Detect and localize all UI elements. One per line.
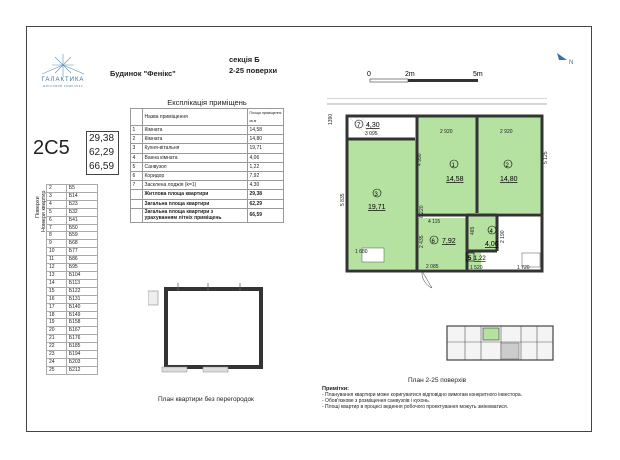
table-row [47, 311, 98, 319]
explication-title: Експлікація приміщень [167, 97, 247, 107]
floor-number: 19 [47, 319, 67, 327]
apartment-number: Б86 [66, 256, 97, 264]
table-row [47, 351, 98, 359]
plan-without-partitions [148, 283, 278, 378]
floor-number: 5 [47, 208, 67, 216]
room-4-number: 4 [489, 229, 493, 235]
apartment-number: Б158 [66, 319, 97, 327]
note-line: - Площі квартир в процесі ведення робочого проектування можуть змінюватися. [322, 404, 509, 410]
apartment-number: Б50 [66, 224, 97, 232]
caption-no-partitions: План квартири без перегородок [158, 396, 254, 403]
notes [322, 386, 522, 410]
room-5-number: 5 [468, 256, 472, 262]
notes-title: Примітки: [322, 386, 349, 392]
apartment-number: Б68 [66, 240, 97, 248]
table-row [47, 319, 98, 327]
scale-label-0: 0 [367, 71, 371, 78]
north-arrow-icon [555, 48, 585, 72]
dim-2920-b: 2 920 [500, 129, 513, 135]
dim-2435: 2 435 [419, 235, 425, 248]
room-7-area: 4,30 [366, 122, 380, 129]
floor-number: 21 [47, 335, 67, 343]
table-row [47, 287, 98, 295]
floors-apartments-table [46, 184, 98, 375]
total-area-row: Загальна площа квартири 62,29 [131, 199, 284, 208]
room-2-number: 2 [505, 163, 509, 169]
table-row: 1 Кімната 14,58 [131, 126, 284, 135]
room-6-number: 6 [431, 239, 435, 245]
table-row: 4 Ванна кімната 4,06 [131, 153, 284, 162]
table-row [47, 358, 98, 366]
table-row [47, 279, 98, 287]
table-row [47, 256, 98, 264]
dim-5125: 5 125 [543, 151, 549, 164]
room-3-number: 3 [374, 192, 378, 198]
dim-3095: 3 095 [365, 131, 378, 137]
apartment-number: Б32 [66, 208, 97, 216]
section-name: секція Б [229, 55, 260, 64]
table-row [47, 335, 98, 343]
floors-range: 2-25 поверхи [229, 66, 278, 75]
table-row: 5 Санвузол 1,22 [131, 162, 284, 171]
room-1-number: 1 [451, 163, 455, 169]
dim-2190: 2 190 [500, 230, 506, 243]
key-floor-plan [445, 322, 555, 364]
apartment-number: Б131 [66, 295, 97, 303]
floor-number: 2 [47, 185, 67, 193]
apartment-number: Б149 [66, 311, 97, 319]
table-row [47, 192, 98, 200]
floor-number: 14 [47, 279, 67, 287]
floor-number: 9 [47, 240, 67, 248]
apartment-number: Б41 [66, 216, 97, 224]
table-row [47, 185, 98, 193]
apartment-number: Б14 [66, 192, 97, 200]
dim-1520: 1 520 [470, 265, 483, 271]
apartment-number: Б113 [66, 279, 97, 287]
floor-number: 17 [47, 303, 67, 311]
floor-number: 15 [47, 287, 67, 295]
apartment-number: Б5 [66, 185, 97, 193]
table-row [47, 248, 98, 256]
apartment-number: Б176 [66, 335, 97, 343]
table-row [47, 264, 98, 272]
room-4-area: 4,06 [485, 241, 499, 248]
apartment-number: Б185 [66, 343, 97, 351]
scale-bar [365, 70, 485, 84]
table-row [47, 295, 98, 303]
table-row: 3 Кухня-вітальня 19,71 [131, 144, 284, 153]
apartment-number: Б203 [66, 358, 97, 366]
note-line: - Обов'язкове з розміщення санвузлів і кухонь. [322, 398, 431, 404]
room-1-area: 14,58 [446, 176, 464, 183]
floor-number: 23 [47, 351, 67, 359]
apartment-number: Б212 [66, 366, 97, 374]
apartment-number: Б140 [66, 303, 97, 311]
table-row [47, 240, 98, 248]
room-5-area: 1,22 [474, 256, 486, 262]
dim-6220: 6 220 [419, 205, 425, 218]
table-row [47, 200, 98, 208]
apartment-number: Б23 [66, 200, 97, 208]
floor-number: 18 [47, 311, 67, 319]
apartments-column-label: Номери квартир [41, 190, 47, 232]
living-area-row: Житлова площа квартири 29,38 [131, 190, 284, 199]
table-row [47, 224, 98, 232]
apartment-number: Б77 [66, 248, 97, 256]
table-row: 2 Кімната 14,80 [131, 135, 284, 144]
table-row: 6 Коридор 7,92 [131, 171, 284, 180]
floor-number: 3 [47, 192, 67, 200]
dim-1680: 1 680 [355, 249, 368, 255]
table-row [47, 327, 98, 335]
floor-number: 12 [47, 264, 67, 272]
dim-4990: 4 990 [417, 153, 423, 166]
apartment-areas-box [86, 131, 119, 175]
floors-column-label: Поверхи [35, 196, 41, 218]
floor-number: 16 [47, 295, 67, 303]
room-7-number: 7 [357, 123, 361, 129]
apartment-number: Б167 [66, 327, 97, 335]
table-row [47, 216, 98, 224]
table-row [47, 271, 98, 279]
floor-number: 20 [47, 327, 67, 335]
total-area-value: 62,29 [89, 147, 115, 158]
logo-title: ГАЛАКТИКА [41, 77, 85, 83]
room-6-area: 7,92 [442, 238, 456, 245]
floor-number: 11 [47, 256, 67, 264]
floor-number: 7 [47, 224, 67, 232]
dim-1720: 1 720 [517, 265, 530, 271]
logo-subtitle: житловий комплекс [42, 84, 84, 88]
scale-label-2m: 2m [405, 71, 415, 78]
dim-5835: 5 835 [340, 193, 346, 206]
floor-number: 13 [47, 271, 67, 279]
apartment-floor-plan [322, 98, 554, 298]
dim-4115: 4 115 [428, 219, 441, 225]
floor-number: 22 [47, 343, 67, 351]
floor-number: 8 [47, 232, 67, 240]
note-line: - Планування квартири може коригуватися відповідно вимогам конкретного інвестора. [322, 392, 523, 398]
apartment-number: Б122 [66, 287, 97, 295]
table-row [47, 208, 98, 216]
apartment-number: Б104 [66, 271, 97, 279]
room-2-area: 14,80 [500, 176, 518, 183]
apartment-code: 2С5 [33, 137, 70, 159]
building-name: Будинок "Фенікс" [110, 69, 176, 78]
col-name-header: Назва приміщення [143, 109, 248, 126]
dim-2085: 2 085 [426, 264, 439, 270]
apartment-number: Б95 [66, 264, 97, 272]
dim-1390: 1390 [328, 113, 334, 125]
table-row [47, 303, 98, 311]
total-summer-area-row: Загальна площа квартири з урахуванням літніх приміщень 66,59 [131, 208, 284, 222]
table-row [47, 232, 98, 240]
caption-plan-floors: План 2-25 поверхів [408, 377, 467, 384]
col-area-header: Площа приміщення кв.м [248, 109, 284, 126]
floor-number: 10 [47, 248, 67, 256]
explication-table [130, 97, 284, 223]
table-row: 7 Засклена лоджія (k=1) 4,30 [131, 181, 284, 190]
floor-number: 4 [47, 200, 67, 208]
room-3-area: 19,71 [368, 204, 386, 211]
svg-text:N: N [569, 60, 574, 66]
table-row [47, 366, 98, 374]
floor-number: 6 [47, 216, 67, 224]
dim-2920-a: 2 920 [440, 129, 453, 135]
scale-label-5m: 5m [473, 71, 483, 78]
apartment-number: Б194 [66, 351, 97, 359]
apartment-number: Б59 [66, 232, 97, 240]
living-area-value: 29,38 [89, 133, 115, 144]
floor-number: 25 [47, 366, 67, 374]
table-row [47, 343, 98, 351]
floor-number: 24 [47, 358, 67, 366]
total-summer-area-value: 66,59 [89, 161, 115, 172]
dim-465: 465 [470, 226, 476, 235]
